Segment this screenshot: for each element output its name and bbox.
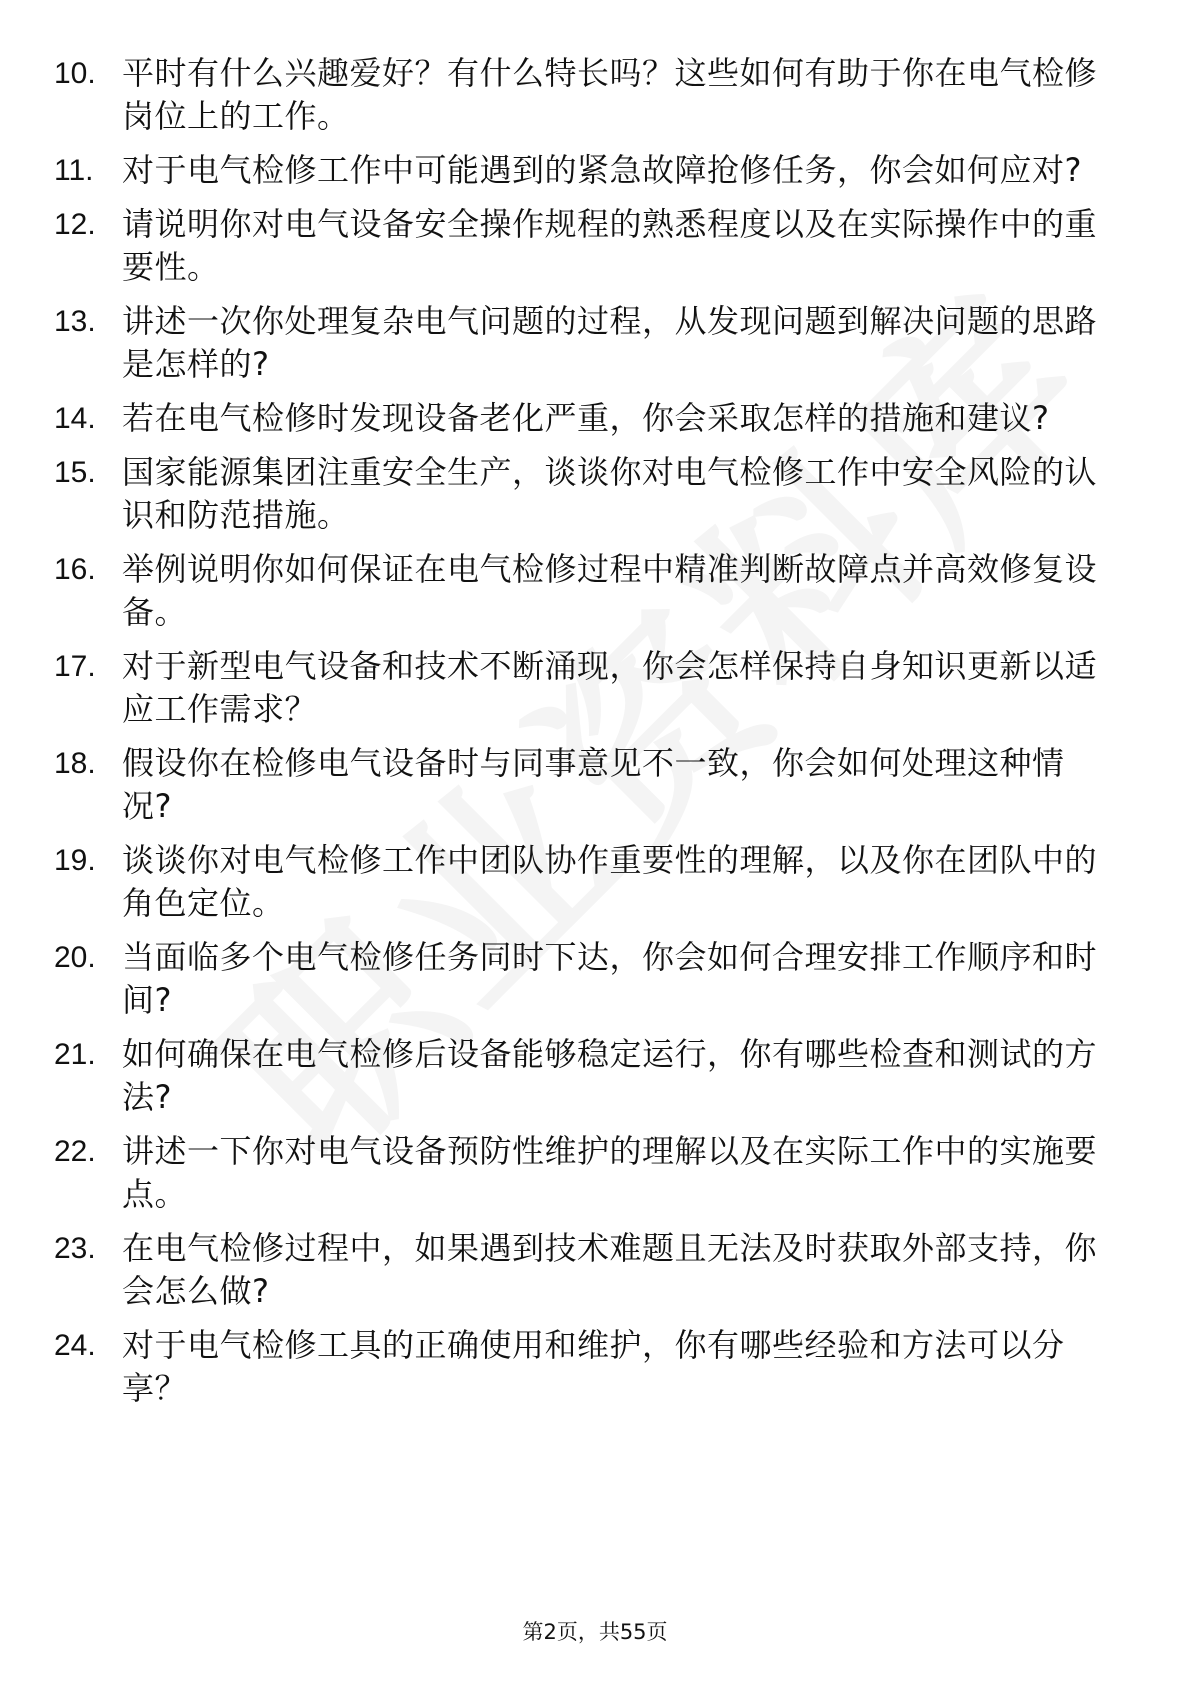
question-number: 23. — [54, 1232, 96, 1265]
question-text: 对于新型电气设备和技术不断涌现，你会怎样保持自身知识更新以适应工作需求？ — [122, 647, 1098, 728]
question-number: 17. — [54, 650, 96, 683]
question-item — [54, 397, 1114, 440]
question-text: 对于电气检修工具的正确使用和维护，你有哪些经验和方法可以分享？ — [122, 1326, 1065, 1407]
question-text: 国家能源集团注重安全生产，谈谈你对电气检修工作中安全风险的认识和防范措施。 — [122, 453, 1098, 534]
question-list — [54, 52, 1114, 1421]
question-number: 16. — [54, 553, 96, 586]
question-text: 讲述一下你对电气设备预防性维护的理解以及在实际工作中的实施要点。 — [122, 1132, 1098, 1213]
question-number: 10. — [54, 57, 96, 90]
question-item — [54, 742, 1114, 828]
question-text: 请说明你对电气设备安全操作规程的熟悉程度以及在实际操作中的重要性。 — [122, 205, 1098, 286]
question-item — [54, 936, 1114, 1022]
question-number: 20. — [54, 941, 96, 974]
question-item — [54, 1033, 1114, 1119]
question-number: 21. — [54, 1038, 96, 1071]
question-number: 22. — [54, 1135, 96, 1168]
question-item — [54, 645, 1114, 731]
question-item — [54, 451, 1114, 537]
question-text: 当面临多个电气检修任务同时下达，你会如何合理安排工作顺序和时间? — [122, 938, 1098, 1019]
question-text: 对于电气检修工作中可能遇到的紧急故障抢修任务，你会如何应对? — [122, 151, 1082, 189]
question-number: 12. — [54, 208, 96, 241]
question-number: 11. — [54, 154, 94, 187]
question-item — [54, 839, 1114, 925]
question-number: 14. — [54, 402, 96, 435]
question-text: 平时有什么兴趣爱好？有什么特长吗？这些如何有助于你在电气检修岗位上的工作。 — [122, 54, 1098, 135]
question-text: 讲述一次你处理复杂电气问题的过程，从发现问题到解决问题的思路是怎样的? — [122, 302, 1098, 383]
question-item — [54, 1227, 1114, 1313]
question-number: 15. — [54, 456, 96, 489]
question-number: 13. — [54, 305, 96, 338]
question-text: 谈谈你对电气检修工作中团队协作重要性的理解，以及你在团队中的角色定位。 — [122, 841, 1098, 922]
question-number: 24. — [54, 1329, 96, 1362]
question-item — [54, 1324, 1114, 1410]
question-item — [54, 149, 1114, 192]
question-item — [54, 52, 1114, 138]
question-item — [54, 548, 1114, 634]
question-item — [54, 300, 1114, 386]
question-text: 假设你在检修电气设备时与同事意见不一致，你会如何处理这种情况? — [122, 744, 1065, 825]
question-text: 如何确保在电气检修后设备能够稳定运行，你有哪些检查和测试的方法? — [122, 1035, 1098, 1116]
question-item — [54, 1130, 1114, 1216]
question-item — [54, 203, 1114, 289]
question-text: 若在电气检修时发现设备老化严重，你会采取怎样的措施和建议? — [122, 399, 1050, 437]
question-number: 19. — [54, 844, 96, 877]
question-text: 在电气检修过程中，如果遇到技术难题且无法及时获取外部支持，你会怎么做? — [122, 1229, 1098, 1310]
question-text: 举例说明你如何保证在电气检修过程中精准判断故障点并高效修复设备。 — [122, 550, 1098, 631]
question-number: 18. — [54, 747, 96, 780]
page-footer: 第2页，共55页 — [522, 1620, 668, 1644]
